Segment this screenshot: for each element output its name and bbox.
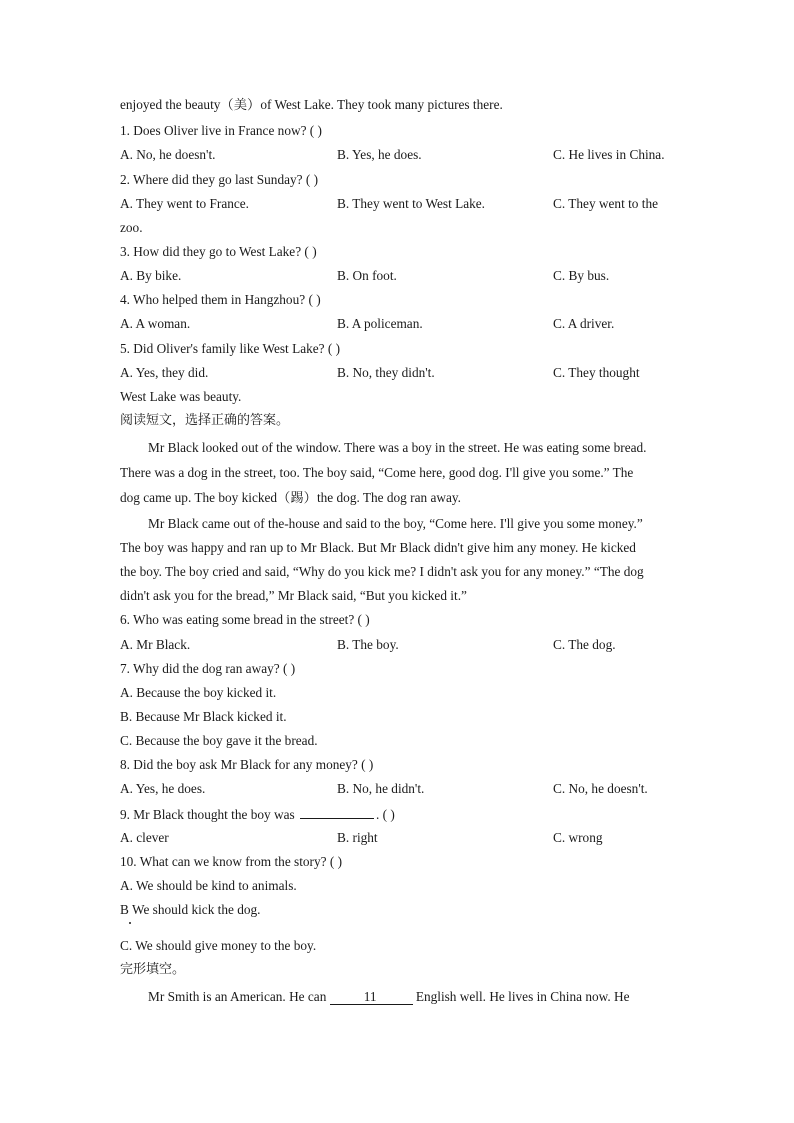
passage2-line-3: dog came up. The boy kicked（踢）the dog. The dog ran away. <box>120 490 461 505</box>
passage2-line-5: The boy was happy and ran up to Mr Black. But Mr Black didn't give him any money. He kicked <box>120 540 636 555</box>
question-8: 8. Did the boy ask Mr Black for any money? ( ) <box>120 757 374 772</box>
q9-option-b: B. right <box>337 830 378 845</box>
q3-option-a: A. By bike. <box>120 268 182 283</box>
question-5: 5. Did Oliver's family like West Lake? ( ) <box>120 341 341 356</box>
question-7: 7. Why did the dog ran away? ( ) <box>120 661 296 676</box>
q5-option-b: B. No, they didn't. <box>337 365 435 380</box>
passage3-line-1 <box>148 989 630 1005</box>
passage2-line-1: Mr Black looked out of the window. There was a boy in the street. He was eating some bread. <box>148 440 647 455</box>
section2-title: 阅读短文，选择正确的答案。 <box>120 413 290 428</box>
q10-option-c: C. We should give money to the boy. <box>120 938 317 953</box>
q1-option-a: A. No, he doesn't. <box>120 147 216 162</box>
passage2-line-6: the boy. The boy cried and said, “Why do you kick me? I didn't ask you for any money.” “The dog <box>120 564 644 579</box>
q1-option-c: C. He lives in China. <box>553 147 665 162</box>
q6-option-b: B. The boy. <box>337 637 399 652</box>
q1-option-b: B. Yes, he does. <box>337 147 422 162</box>
passage3-text-before: Mr Smith is an American. He can <box>148 989 330 1004</box>
q6-option-a: A. Mr Black. <box>120 637 191 652</box>
q8-option-c: C. No, he doesn't. <box>553 781 648 796</box>
q4-option-b: B. A policeman. <box>337 316 423 331</box>
q2-option-c-wrap: zoo. <box>120 220 143 235</box>
q9-answer-blank <box>300 806 374 819</box>
q9-option-c: C. wrong <box>553 830 603 845</box>
q2-option-a: A. They went to France. <box>120 196 249 211</box>
question-4: 4. Who helped them in Hangzhou? ( ) <box>120 292 321 307</box>
q9-text-after: . ( ) <box>376 807 395 822</box>
cloze-blank-11 <box>330 990 413 1005</box>
passage3-text-after: English well. He lives in China now. He <box>412 989 630 1004</box>
q5-option-c: C. They thought <box>553 365 640 380</box>
passage2-line-7: didn't ask you for the bread,” Mr Black said, “But you kicked it.” <box>120 588 467 603</box>
q3-option-c: C. By bus. <box>553 268 610 283</box>
q8-option-a: A. Yes, he does. <box>120 781 206 796</box>
section3-title: 完形填空。 <box>120 962 186 977</box>
question-6: 6. Who was eating some bread in the street? ( ) <box>120 612 370 627</box>
q10-option-b: B We should kick the dog. <box>120 902 261 917</box>
question-10: 10. What can we know from the story? ( ) <box>120 854 343 869</box>
q4-option-a: A. A woman. <box>120 316 191 331</box>
q9-text-before: 9. Mr Black thought the boy was <box>120 807 295 822</box>
question-2: 2. Where did they go last Sunday? ( ) <box>120 172 319 187</box>
q9-option-a: A. clever <box>120 830 169 845</box>
q5-option-c-wrap: West Lake was beauty. <box>120 389 242 404</box>
q7-option-a: A. Because the boy kicked it. <box>120 685 277 700</box>
stray-dot-mark <box>129 922 131 924</box>
q2-option-b: B. They went to West Lake. <box>337 196 485 211</box>
passage2-line-2: There was a dog in the street, too. The boy said, “Come here, good dog. I'll give you some.” The <box>120 465 634 480</box>
q3-option-b: B. On foot. <box>337 268 397 283</box>
passage2-line-4: Mr Black came out of the-house and said to the boy, “Come here. I'll give you some money.” <box>148 516 643 531</box>
passage1-tail: enjoyed the beauty（美）of West Lake. They took many pictures there. <box>120 97 503 112</box>
q2-option-c: C. They went to the <box>553 196 659 211</box>
question-1: 1. Does Oliver live in France now? ( ) <box>120 123 322 138</box>
q6-option-c: C. The dog. <box>553 637 616 652</box>
question-9 <box>120 806 395 823</box>
q8-option-b: B. No, he didn't. <box>337 781 425 796</box>
q4-option-c: C. A driver. <box>553 316 615 331</box>
q10-option-a: A. We should be kind to animals. <box>120 878 297 893</box>
q7-option-c: C. Because the boy gave it the bread. <box>120 733 318 748</box>
q7-option-b: B. Because Mr Black kicked it. <box>120 709 287 724</box>
question-3: 3. How did they go to West Lake? ( ) <box>120 244 317 259</box>
cloze-blank-number: 11 <box>363 989 377 1004</box>
q5-option-a: A. Yes, they did. <box>120 365 209 380</box>
